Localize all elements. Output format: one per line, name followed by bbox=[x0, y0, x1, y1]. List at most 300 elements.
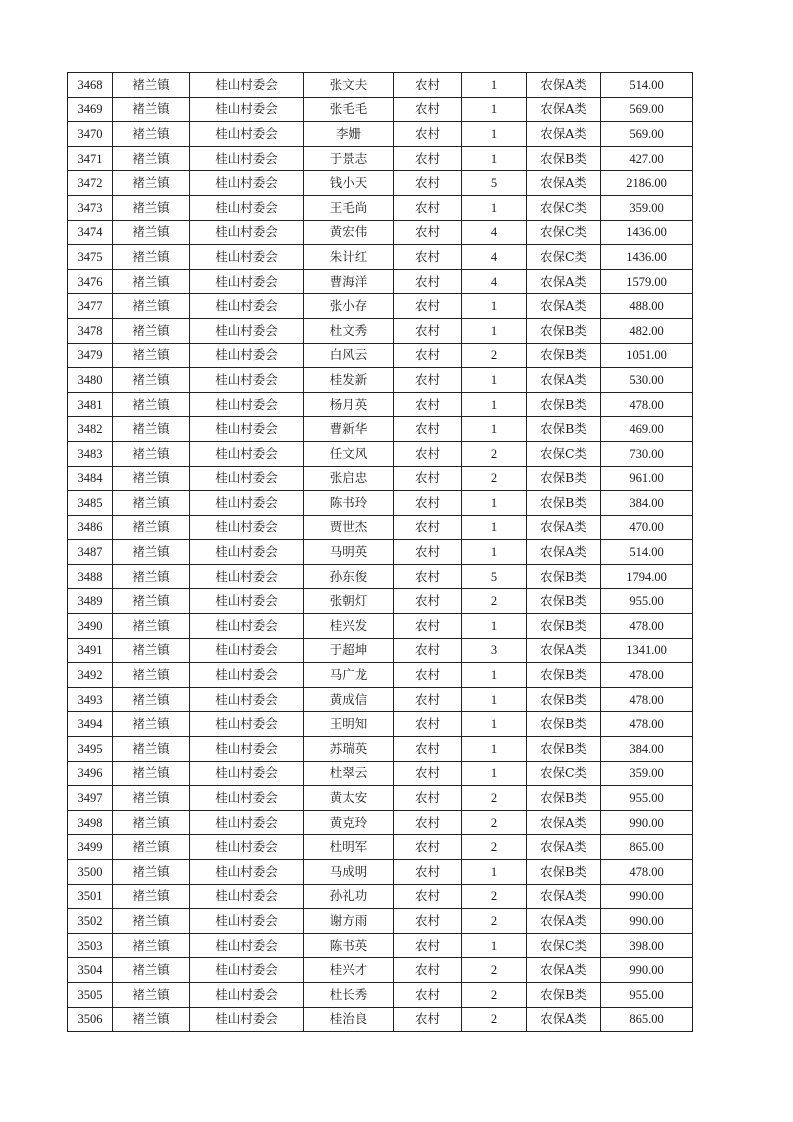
household-type-cell: 农村 bbox=[394, 122, 462, 147]
town-cell: 褚兰镇 bbox=[113, 933, 190, 958]
household-type-cell: 农村 bbox=[394, 786, 462, 811]
town-cell: 褚兰镇 bbox=[113, 737, 190, 762]
family-size-cell: 2 bbox=[462, 982, 527, 1007]
row-number-cell: 3496 bbox=[68, 761, 113, 786]
family-size-cell: 2 bbox=[462, 1007, 527, 1032]
table-row bbox=[68, 343, 693, 368]
household-type-cell: 农村 bbox=[394, 958, 462, 983]
household-type-cell: 农村 bbox=[394, 638, 462, 663]
insurance-category-cell: 农保B类 bbox=[527, 318, 601, 343]
village-committee-cell: 桂山村委会 bbox=[190, 515, 304, 540]
amount-cell: 990.00 bbox=[601, 909, 693, 934]
family-size-cell: 2 bbox=[462, 909, 527, 934]
village-committee-cell: 桂山村委会 bbox=[190, 269, 304, 294]
household-type-cell: 农村 bbox=[394, 73, 462, 98]
family-size-cell: 1 bbox=[462, 761, 527, 786]
household-type-cell: 农村 bbox=[394, 515, 462, 540]
amount-cell: 1051.00 bbox=[601, 343, 693, 368]
village-committee-cell: 桂山村委会 bbox=[190, 294, 304, 319]
family-size-cell: 1 bbox=[462, 97, 527, 122]
family-size-cell: 1 bbox=[462, 146, 527, 171]
town-cell: 褚兰镇 bbox=[113, 466, 190, 491]
town-cell: 褚兰镇 bbox=[113, 73, 190, 98]
person-name-cell: 马广龙 bbox=[304, 663, 394, 688]
person-name-cell: 杨月英 bbox=[304, 392, 394, 417]
insurance-category-cell: 农保B类 bbox=[527, 343, 601, 368]
person-name-cell: 孙礼功 bbox=[304, 884, 394, 909]
village-committee-cell: 桂山村委会 bbox=[190, 195, 304, 220]
family-size-cell: 4 bbox=[462, 245, 527, 270]
table-row bbox=[68, 909, 693, 934]
row-number-cell: 3484 bbox=[68, 466, 113, 491]
family-size-cell: 1 bbox=[462, 122, 527, 147]
insurance-category-cell: 农保B类 bbox=[527, 982, 601, 1007]
town-cell: 褚兰镇 bbox=[113, 786, 190, 811]
town-cell: 褚兰镇 bbox=[113, 417, 190, 442]
person-name-cell: 马明英 bbox=[304, 540, 394, 565]
insurance-category-cell: 农保B类 bbox=[527, 146, 601, 171]
town-cell: 褚兰镇 bbox=[113, 589, 190, 614]
row-number-cell: 3490 bbox=[68, 614, 113, 639]
village-committee-cell: 桂山村委会 bbox=[190, 737, 304, 762]
family-size-cell: 2 bbox=[462, 589, 527, 614]
household-type-cell: 农村 bbox=[394, 171, 462, 196]
amount-cell: 955.00 bbox=[601, 589, 693, 614]
amount-cell: 990.00 bbox=[601, 884, 693, 909]
amount-cell: 569.00 bbox=[601, 97, 693, 122]
household-type-cell: 农村 bbox=[394, 564, 462, 589]
amount-cell: 730.00 bbox=[601, 441, 693, 466]
family-size-cell: 5 bbox=[462, 564, 527, 589]
family-size-cell: 1 bbox=[462, 368, 527, 393]
insurance-category-cell: 农保A类 bbox=[527, 171, 601, 196]
town-cell: 褚兰镇 bbox=[113, 1007, 190, 1032]
household-type-cell: 农村 bbox=[394, 466, 462, 491]
household-type-cell: 农村 bbox=[394, 884, 462, 909]
family-size-cell: 1 bbox=[462, 712, 527, 737]
person-name-cell: 张朝灯 bbox=[304, 589, 394, 614]
table-row bbox=[68, 146, 693, 171]
table-row bbox=[68, 687, 693, 712]
village-committee-cell: 桂山村委会 bbox=[190, 146, 304, 171]
row-number-cell: 3468 bbox=[68, 73, 113, 98]
table-row bbox=[68, 663, 693, 688]
town-cell: 褚兰镇 bbox=[113, 146, 190, 171]
table-row bbox=[68, 737, 693, 762]
row-number-cell: 3488 bbox=[68, 564, 113, 589]
insurance-category-cell: 农保A类 bbox=[527, 638, 601, 663]
person-name-cell: 王明知 bbox=[304, 712, 394, 737]
amount-cell: 482.00 bbox=[601, 318, 693, 343]
family-size-cell: 1 bbox=[462, 737, 527, 762]
table-row bbox=[68, 614, 693, 639]
row-number-cell: 3473 bbox=[68, 195, 113, 220]
insurance-category-cell: 农保A类 bbox=[527, 540, 601, 565]
insurance-category-cell: 农保A类 bbox=[527, 884, 601, 909]
family-size-cell: 2 bbox=[462, 343, 527, 368]
table-row bbox=[68, 392, 693, 417]
household-type-cell: 农村 bbox=[394, 318, 462, 343]
table-row bbox=[68, 171, 693, 196]
insurance-category-cell: 农保B类 bbox=[527, 417, 601, 442]
household-type-cell: 农村 bbox=[394, 589, 462, 614]
person-name-cell: 陈书英 bbox=[304, 933, 394, 958]
household-type-cell: 农村 bbox=[394, 368, 462, 393]
insurance-category-cell: 农保C类 bbox=[527, 761, 601, 786]
household-type-cell: 农村 bbox=[394, 909, 462, 934]
family-size-cell: 1 bbox=[462, 663, 527, 688]
insurance-category-cell: 农保A类 bbox=[527, 122, 601, 147]
person-name-cell: 贾世杰 bbox=[304, 515, 394, 540]
family-size-cell: 3 bbox=[462, 638, 527, 663]
table-row bbox=[68, 294, 693, 319]
table-row bbox=[68, 884, 693, 909]
table-row bbox=[68, 466, 693, 491]
town-cell: 褚兰镇 bbox=[113, 810, 190, 835]
amount-cell: 359.00 bbox=[601, 761, 693, 786]
amount-cell: 478.00 bbox=[601, 614, 693, 639]
person-name-cell: 桂治良 bbox=[304, 1007, 394, 1032]
insurance-category-cell: 农保B类 bbox=[527, 589, 601, 614]
table-row bbox=[68, 417, 693, 442]
row-number-cell: 3500 bbox=[68, 860, 113, 885]
person-name-cell: 于超坤 bbox=[304, 638, 394, 663]
town-cell: 褚兰镇 bbox=[113, 491, 190, 516]
row-number-cell: 3503 bbox=[68, 933, 113, 958]
row-number-cell: 3492 bbox=[68, 663, 113, 688]
table-row bbox=[68, 835, 693, 860]
family-size-cell: 2 bbox=[462, 466, 527, 491]
village-committee-cell: 桂山村委会 bbox=[190, 122, 304, 147]
table-row bbox=[68, 368, 693, 393]
family-size-cell: 2 bbox=[462, 810, 527, 835]
person-name-cell: 杜文秀 bbox=[304, 318, 394, 343]
row-number-cell: 3482 bbox=[68, 417, 113, 442]
insurance-category-cell: 农保B类 bbox=[527, 466, 601, 491]
row-number-cell: 3502 bbox=[68, 909, 113, 934]
town-cell: 褚兰镇 bbox=[113, 269, 190, 294]
row-number-cell: 3471 bbox=[68, 146, 113, 171]
insurance-category-cell: 农保B类 bbox=[527, 392, 601, 417]
person-name-cell: 杜长秀 bbox=[304, 982, 394, 1007]
village-committee-cell: 桂山村委会 bbox=[190, 786, 304, 811]
household-type-cell: 农村 bbox=[394, 761, 462, 786]
amount-cell: 427.00 bbox=[601, 146, 693, 171]
village-committee-cell: 桂山村委会 bbox=[190, 466, 304, 491]
village-committee-cell: 桂山村委会 bbox=[190, 614, 304, 639]
person-name-cell: 于景志 bbox=[304, 146, 394, 171]
town-cell: 褚兰镇 bbox=[113, 540, 190, 565]
amount-cell: 990.00 bbox=[601, 958, 693, 983]
table-row bbox=[68, 220, 693, 245]
insurance-category-cell: 农保B类 bbox=[527, 687, 601, 712]
row-number-cell: 3470 bbox=[68, 122, 113, 147]
row-number-cell: 3469 bbox=[68, 97, 113, 122]
row-number-cell: 3472 bbox=[68, 171, 113, 196]
person-name-cell: 杜翠云 bbox=[304, 761, 394, 786]
town-cell: 褚兰镇 bbox=[113, 441, 190, 466]
family-size-cell: 4 bbox=[462, 269, 527, 294]
amount-cell: 514.00 bbox=[601, 540, 693, 565]
amount-cell: 478.00 bbox=[601, 687, 693, 712]
household-type-cell: 农村 bbox=[394, 933, 462, 958]
amount-cell: 530.00 bbox=[601, 368, 693, 393]
household-type-cell: 农村 bbox=[394, 491, 462, 516]
town-cell: 褚兰镇 bbox=[113, 958, 190, 983]
town-cell: 褚兰镇 bbox=[113, 638, 190, 663]
household-type-cell: 农村 bbox=[394, 737, 462, 762]
insurance-category-cell: 农保C类 bbox=[527, 245, 601, 270]
amount-cell: 2186.00 bbox=[601, 171, 693, 196]
household-type-cell: 农村 bbox=[394, 835, 462, 860]
insurance-category-cell: 农保B类 bbox=[527, 614, 601, 639]
person-name-cell: 黄太安 bbox=[304, 786, 394, 811]
town-cell: 褚兰镇 bbox=[113, 294, 190, 319]
village-committee-cell: 桂山村委会 bbox=[190, 73, 304, 98]
insurance-category-cell: 农保A类 bbox=[527, 1007, 601, 1032]
person-name-cell: 孙东俊 bbox=[304, 564, 394, 589]
person-name-cell: 钱小天 bbox=[304, 171, 394, 196]
village-committee-cell: 桂山村委会 bbox=[190, 933, 304, 958]
table-row bbox=[68, 712, 693, 737]
family-size-cell: 4 bbox=[462, 220, 527, 245]
insurance-category-cell: 农保A类 bbox=[527, 909, 601, 934]
table-row bbox=[68, 195, 693, 220]
insurance-category-cell: 农保B类 bbox=[527, 564, 601, 589]
amount-cell: 478.00 bbox=[601, 712, 693, 737]
town-cell: 褚兰镇 bbox=[113, 687, 190, 712]
person-name-cell: 黄克玲 bbox=[304, 810, 394, 835]
amount-cell: 961.00 bbox=[601, 466, 693, 491]
amount-cell: 384.00 bbox=[601, 491, 693, 516]
village-committee-cell: 桂山村委会 bbox=[190, 712, 304, 737]
amount-cell: 865.00 bbox=[601, 835, 693, 860]
household-type-cell: 农村 bbox=[394, 663, 462, 688]
town-cell: 褚兰镇 bbox=[113, 884, 190, 909]
town-cell: 褚兰镇 bbox=[113, 761, 190, 786]
table-row bbox=[68, 761, 693, 786]
insurance-category-cell: 农保A类 bbox=[527, 835, 601, 860]
row-number-cell: 3501 bbox=[68, 884, 113, 909]
row-number-cell: 3474 bbox=[68, 220, 113, 245]
household-type-cell: 农村 bbox=[394, 860, 462, 885]
amount-cell: 514.00 bbox=[601, 73, 693, 98]
insurance-category-cell: 农保A类 bbox=[527, 958, 601, 983]
table-row bbox=[68, 1007, 693, 1032]
table-row bbox=[68, 638, 693, 663]
household-type-cell: 农村 bbox=[394, 1007, 462, 1032]
table-row bbox=[68, 982, 693, 1007]
person-name-cell: 李姗 bbox=[304, 122, 394, 147]
household-type-cell: 农村 bbox=[394, 392, 462, 417]
insurance-category-cell: 农保C类 bbox=[527, 195, 601, 220]
household-type-cell: 农村 bbox=[394, 195, 462, 220]
household-type-cell: 农村 bbox=[394, 294, 462, 319]
amount-cell: 478.00 bbox=[601, 663, 693, 688]
household-type-cell: 农村 bbox=[394, 146, 462, 171]
family-size-cell: 2 bbox=[462, 441, 527, 466]
family-size-cell: 1 bbox=[462, 540, 527, 565]
amount-cell: 384.00 bbox=[601, 737, 693, 762]
town-cell: 褚兰镇 bbox=[113, 909, 190, 934]
household-type-cell: 农村 bbox=[394, 540, 462, 565]
village-committee-cell: 桂山村委会 bbox=[190, 589, 304, 614]
family-size-cell: 1 bbox=[462, 318, 527, 343]
village-committee-cell: 桂山村委会 bbox=[190, 171, 304, 196]
table-row bbox=[68, 515, 693, 540]
person-name-cell: 曹海洋 bbox=[304, 269, 394, 294]
table-row bbox=[68, 245, 693, 270]
household-type-cell: 农村 bbox=[394, 614, 462, 639]
family-size-cell: 1 bbox=[462, 860, 527, 885]
insurance-category-cell: 农保A类 bbox=[527, 810, 601, 835]
town-cell: 褚兰镇 bbox=[113, 515, 190, 540]
insurance-category-cell: 农保C类 bbox=[527, 933, 601, 958]
row-number-cell: 3487 bbox=[68, 540, 113, 565]
insurance-category-cell: 农保B类 bbox=[527, 663, 601, 688]
row-number-cell: 3477 bbox=[68, 294, 113, 319]
family-size-cell: 2 bbox=[462, 786, 527, 811]
person-name-cell: 陈书玲 bbox=[304, 491, 394, 516]
town-cell: 褚兰镇 bbox=[113, 712, 190, 737]
row-number-cell: 3480 bbox=[68, 368, 113, 393]
person-name-cell: 黄成信 bbox=[304, 687, 394, 712]
household-type-cell: 农村 bbox=[394, 220, 462, 245]
village-committee-cell: 桂山村委会 bbox=[190, 392, 304, 417]
row-number-cell: 3493 bbox=[68, 687, 113, 712]
row-number-cell: 3506 bbox=[68, 1007, 113, 1032]
row-number-cell: 3499 bbox=[68, 835, 113, 860]
town-cell: 褚兰镇 bbox=[113, 318, 190, 343]
table-row bbox=[68, 122, 693, 147]
village-committee-cell: 桂山村委会 bbox=[190, 860, 304, 885]
village-committee-cell: 桂山村委会 bbox=[190, 687, 304, 712]
table-row bbox=[68, 97, 693, 122]
person-name-cell: 苏瑞英 bbox=[304, 737, 394, 762]
village-committee-cell: 桂山村委会 bbox=[190, 982, 304, 1007]
town-cell: 褚兰镇 bbox=[113, 343, 190, 368]
household-type-cell: 农村 bbox=[394, 245, 462, 270]
village-committee-cell: 桂山村委会 bbox=[190, 663, 304, 688]
insurance-category-cell: 农保B类 bbox=[527, 860, 601, 885]
amount-cell: 1436.00 bbox=[601, 245, 693, 270]
subsidy-table bbox=[67, 72, 693, 1032]
family-size-cell: 1 bbox=[462, 417, 527, 442]
insurance-category-cell: 农保A类 bbox=[527, 515, 601, 540]
person-name-cell: 杜明军 bbox=[304, 835, 394, 860]
insurance-category-cell: 农保A类 bbox=[527, 294, 601, 319]
town-cell: 褚兰镇 bbox=[113, 860, 190, 885]
town-cell: 褚兰镇 bbox=[113, 97, 190, 122]
village-committee-cell: 桂山村委会 bbox=[190, 417, 304, 442]
village-committee-cell: 桂山村委会 bbox=[190, 220, 304, 245]
amount-cell: 865.00 bbox=[601, 1007, 693, 1032]
insurance-category-cell: 农保B类 bbox=[527, 712, 601, 737]
household-type-cell: 农村 bbox=[394, 712, 462, 737]
insurance-category-cell: 农保B类 bbox=[527, 737, 601, 762]
village-committee-cell: 桂山村委会 bbox=[190, 1007, 304, 1032]
table-row bbox=[68, 269, 693, 294]
town-cell: 褚兰镇 bbox=[113, 220, 190, 245]
amount-cell: 955.00 bbox=[601, 786, 693, 811]
table-row bbox=[68, 318, 693, 343]
row-number-cell: 3478 bbox=[68, 318, 113, 343]
row-number-cell: 3475 bbox=[68, 245, 113, 270]
amount-cell: 398.00 bbox=[601, 933, 693, 958]
person-name-cell: 王毛尚 bbox=[304, 195, 394, 220]
person-name-cell: 任文风 bbox=[304, 441, 394, 466]
town-cell: 褚兰镇 bbox=[113, 195, 190, 220]
amount-cell: 1436.00 bbox=[601, 220, 693, 245]
row-number-cell: 3489 bbox=[68, 589, 113, 614]
row-number-cell: 3479 bbox=[68, 343, 113, 368]
village-committee-cell: 桂山村委会 bbox=[190, 540, 304, 565]
table-row bbox=[68, 589, 693, 614]
village-committee-cell: 桂山村委会 bbox=[190, 884, 304, 909]
person-name-cell: 桂发新 bbox=[304, 368, 394, 393]
insurance-category-cell: 农保C类 bbox=[527, 441, 601, 466]
table-row bbox=[68, 441, 693, 466]
village-committee-cell: 桂山村委会 bbox=[190, 368, 304, 393]
village-committee-cell: 桂山村委会 bbox=[190, 343, 304, 368]
table-row bbox=[68, 786, 693, 811]
amount-cell: 569.00 bbox=[601, 122, 693, 147]
village-committee-cell: 桂山村委会 bbox=[190, 245, 304, 270]
amount-cell: 478.00 bbox=[601, 860, 693, 885]
village-committee-cell: 桂山村委会 bbox=[190, 958, 304, 983]
village-committee-cell: 桂山村委会 bbox=[190, 638, 304, 663]
table-body bbox=[68, 73, 693, 1032]
insurance-category-cell: 农保A类 bbox=[527, 73, 601, 98]
town-cell: 褚兰镇 bbox=[113, 122, 190, 147]
town-cell: 褚兰镇 bbox=[113, 392, 190, 417]
person-name-cell: 朱计红 bbox=[304, 245, 394, 270]
row-number-cell: 3491 bbox=[68, 638, 113, 663]
person-name-cell: 白风云 bbox=[304, 343, 394, 368]
family-size-cell: 1 bbox=[462, 294, 527, 319]
person-name-cell: 黄宏伟 bbox=[304, 220, 394, 245]
row-number-cell: 3486 bbox=[68, 515, 113, 540]
person-name-cell: 桂兴才 bbox=[304, 958, 394, 983]
household-type-cell: 农村 bbox=[394, 982, 462, 1007]
person-name-cell: 马成明 bbox=[304, 860, 394, 885]
household-type-cell: 农村 bbox=[394, 97, 462, 122]
family-size-cell: 1 bbox=[462, 614, 527, 639]
amount-cell: 1341.00 bbox=[601, 638, 693, 663]
insurance-category-cell: 农保B类 bbox=[527, 786, 601, 811]
family-size-cell: 5 bbox=[462, 171, 527, 196]
table-row bbox=[68, 958, 693, 983]
row-number-cell: 3483 bbox=[68, 441, 113, 466]
row-number-cell: 3476 bbox=[68, 269, 113, 294]
person-name-cell: 桂兴发 bbox=[304, 614, 394, 639]
village-committee-cell: 桂山村委会 bbox=[190, 835, 304, 860]
person-name-cell: 曹新华 bbox=[304, 417, 394, 442]
table-row bbox=[68, 73, 693, 98]
table-row bbox=[68, 810, 693, 835]
insurance-category-cell: 农保C类 bbox=[527, 220, 601, 245]
town-cell: 褚兰镇 bbox=[113, 368, 190, 393]
family-size-cell: 2 bbox=[462, 835, 527, 860]
family-size-cell: 2 bbox=[462, 884, 527, 909]
amount-cell: 470.00 bbox=[601, 515, 693, 540]
amount-cell: 359.00 bbox=[601, 195, 693, 220]
town-cell: 褚兰镇 bbox=[113, 835, 190, 860]
village-committee-cell: 桂山村委会 bbox=[190, 761, 304, 786]
family-size-cell: 1 bbox=[462, 195, 527, 220]
insurance-category-cell: 农保A类 bbox=[527, 97, 601, 122]
amount-cell: 488.00 bbox=[601, 294, 693, 319]
